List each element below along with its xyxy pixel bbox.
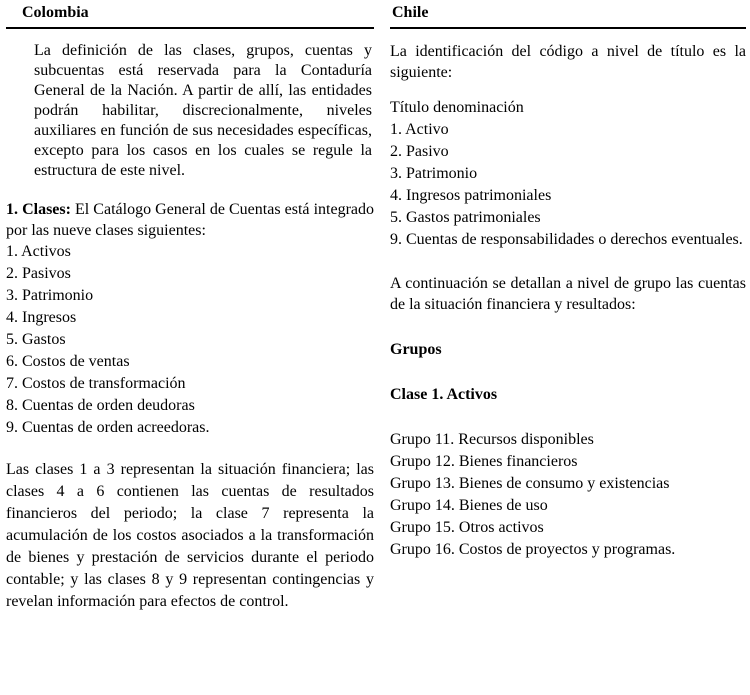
chile-groups-heading: Grupos — [390, 341, 442, 358]
list-item: 6. Costos de ventas — [6, 353, 130, 370]
list-item: Grupo 11. Recursos disponibles — [390, 431, 594, 448]
list-item: 8. Cuentas de orden deudoras — [6, 397, 195, 414]
colombia-closing-paragraph: Las clases 1 a 3 representan la situación financiera; las clases 4 a 6 contienen las cuentas de resultados financieros del periodo; la clase 7 representa la acumulación de los costos asociados a la transformación de bienes y prestación de servicios durante el periodo contable; y las clases 8 y 9 representan contingencias y revelan información para efectos de control. — [6, 461, 374, 610]
colombia-classes-label: 1. Clases: — [6, 201, 71, 218]
list-item: 9. Cuentas de responsabilidades o derechos eventuales. — [390, 231, 743, 248]
list-item: 1. Activos — [6, 243, 71, 260]
chile-intro-paragraph: La identificación del código a nivel de título es la siguiente: — [390, 43, 746, 81]
chile-groups-list — [390, 429, 746, 561]
list-item: 1. Activo — [390, 121, 449, 138]
colombia-classes-paragraph — [6, 199, 374, 241]
colombia-intro-quote: La definición de las clases, grupos, cuentas y subcuentas está reservada para la Contaduría General de la Nación. A partir de allí, las entidades podrán habilitar, discrecionalmente, niveles auxiliares en función de sus necesidades específicas, excepto para los casos en los cuales se regule la estructura de este nivel. — [34, 42, 372, 179]
chile-title-list — [390, 119, 746, 251]
list-item: 4. Ingresos patrimoniales — [390, 187, 552, 204]
list-item: Grupo 16. Costos de proyectos y programas. — [390, 541, 676, 558]
list-item: 5. Gastos — [6, 331, 66, 348]
column-header-chile: Chile — [390, 2, 746, 29]
colombia-column — [6, 29, 374, 613]
list-item: 9. Cuentas de orden acreedoras. — [6, 419, 210, 436]
chile-class1-heading: Clase 1. Activos — [390, 386, 498, 403]
list-item: 2. Pasivo — [390, 143, 449, 160]
list-item: Grupo 12. Bienes financieros — [390, 453, 578, 470]
list-item: Grupo 14. Bienes de uso — [390, 497, 548, 514]
list-item: 4. Ingresos — [6, 309, 77, 326]
colombia-classes-list — [6, 241, 374, 439]
list-item: Grupo 15. Otros activos — [390, 519, 544, 536]
list-item: Grupo 13. Bienes de consumo y existencias — [390, 475, 670, 492]
list-item: 2. Pasivos — [6, 265, 71, 282]
chile-continuation-paragraph: A continuación se detallan a nivel de grupo las cuentas de la situación financiera y resultados: — [390, 275, 746, 313]
column-header-colombia: Colombia — [6, 2, 374, 29]
list-item: 7. Costos de transformación — [6, 375, 186, 392]
list-item: 3. Patrimonio — [390, 165, 478, 182]
list-item: 5. Gastos patrimoniales — [390, 209, 541, 226]
chile-title-heading: Título denominación — [390, 99, 524, 116]
list-item: 3. Patrimonio — [6, 287, 94, 304]
colombia-classes-text: El Catálogo General de Cuentas está integrado por las nueve clases siguientes: — [6, 201, 374, 239]
chile-column — [390, 29, 746, 613]
